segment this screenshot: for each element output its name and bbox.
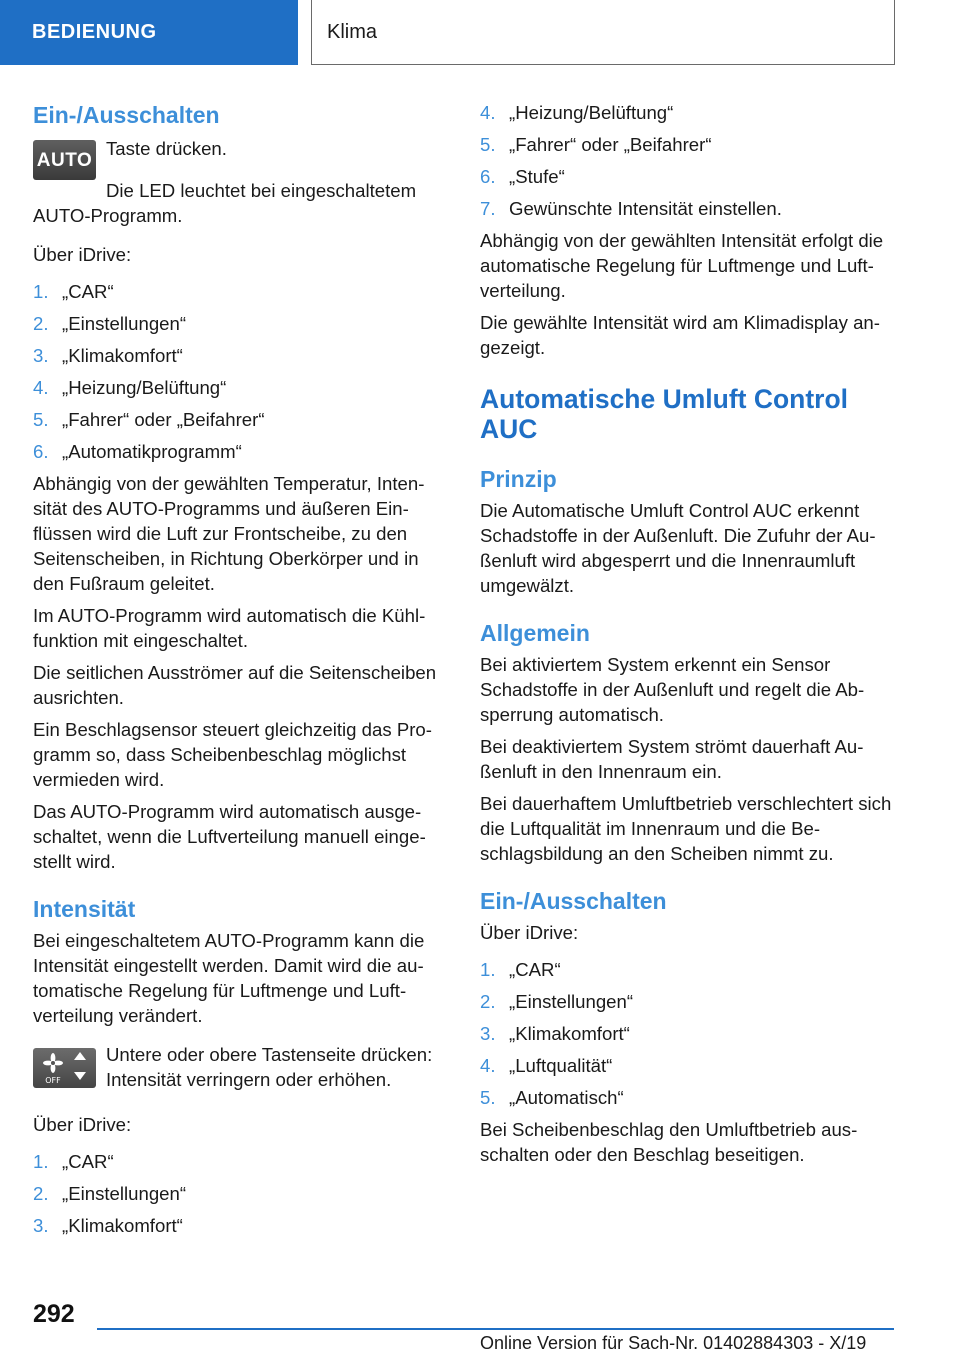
list-item	[33, 279, 447, 304]
list-item	[33, 1181, 447, 1206]
list-item-text: „Automatisch“	[509, 1087, 624, 1108]
auto-text-2: Die LED leuchtet bei eingeschaltetem AUTO-Programm.	[33, 180, 417, 226]
list-item-number: 1.	[33, 281, 49, 302]
list-item	[33, 439, 447, 464]
list-item-number: 5.	[33, 409, 49, 430]
list-item-number: 3.	[480, 1023, 496, 1044]
idrive-steps-3	[480, 957, 900, 1110]
list-item-number: 4.	[480, 102, 496, 123]
list-item-text: „Luftqualität“	[509, 1055, 613, 1076]
list-item	[480, 989, 900, 1014]
list-item-number: 4.	[480, 1055, 496, 1076]
list-item-number: 6.	[480, 166, 496, 187]
paragraph-cooling: Im AUTO-Programm wird automatisch die Kühlfunktion mit eingeschaltet.	[33, 605, 426, 651]
idrive-label-2: Über iDrive:	[33, 1114, 132, 1135]
footer-version: Online Version für Sach-Nr. 01402884303 - X/19	[480, 1333, 867, 1353]
list-item-text: „Stufe“	[509, 166, 565, 187]
heading-ein-ausschalten: Ein-/Ausschalten	[33, 102, 220, 128]
list-item	[480, 164, 900, 189]
chapter-title: Klima	[311, 0, 895, 65]
fan-up-down-icon	[33, 1048, 96, 1088]
idrive-label-3: Über iDrive:	[480, 922, 579, 943]
fan-button-row	[33, 1042, 447, 1092]
idrive-steps-2	[33, 1149, 447, 1238]
list-item-number: 1.	[480, 959, 496, 980]
list-item-text: „Automatikprogramm“	[62, 441, 242, 462]
list-item-number: 7.	[480, 198, 496, 219]
list-item-text: „Klimakomfort“	[62, 345, 183, 366]
list-item-number: 1.	[33, 1151, 49, 1172]
list-item-text: „CAR“	[62, 1151, 114, 1172]
list-item-text: „Einstellungen“	[62, 1183, 187, 1204]
list-item	[33, 343, 447, 368]
idrive-steps-1	[33, 279, 447, 464]
list-item-number: 2.	[33, 1183, 49, 1204]
list-item	[33, 311, 447, 336]
list-item	[33, 407, 447, 432]
paragraph-intensity: Bei eingeschaltetem AUTO-Programm kann die Intensität eingestellt werden. Damit wird die automatische Regelung für Luftmenge und Luftverteilung verändert.	[33, 930, 425, 1026]
svg-text:OFF: OFF	[45, 1076, 61, 1085]
list-item	[480, 196, 900, 221]
list-item-text: „Heizung/Belüftung“	[509, 102, 674, 123]
list-item-number: 3.	[33, 345, 49, 366]
paragraph-auto-off: Das AUTO-Programm wird automatisch ausgeschaltet, wenn die Luftverteilung manuell eingestellt wird.	[33, 801, 426, 872]
list-item-number: 2.	[480, 991, 496, 1012]
fan-instructions: Untere oder obere Tastenseite drücken: Intensität verringern oder erhöhen.	[106, 1044, 433, 1090]
heading-allgemein: Allgemein	[480, 620, 590, 646]
heading-auc-ein-ausschalten: Ein-/Ausschalten	[480, 888, 667, 914]
paragraph-fog-removal: Bei Scheibenbeschlag den Umluftbetrieb ausschalten oder den Beschlag beseitigen.	[480, 1119, 858, 1165]
list-item-number: 2.	[33, 313, 49, 334]
list-item-number: 5.	[480, 134, 496, 155]
section-tab: BEDIENUNG	[0, 0, 298, 65]
paragraph-allgemein-1: Bei aktiviertem System erkennt ein Sensor Schadstoffe in der Außenluft und regelt die Absperrung automatisch.	[480, 654, 865, 725]
list-item	[33, 375, 447, 400]
idrive-label-1: Über iDrive:	[33, 244, 132, 265]
heading-intensitaet: Intensität	[33, 896, 136, 922]
list-item-text: „CAR“	[62, 281, 114, 302]
list-item-text: „Einstellungen“	[62, 313, 187, 334]
list-item-number: 4.	[33, 377, 49, 398]
paragraph-temperature: Abhängig von der gewählten Temperatur, Intensität des AUTO-Programms und äußeren Einflüssen wird die Luft zur Frontscheibe, zu den Seitenscheiben, in Richtung Oberkörper und in den Fußraum geleitet.	[33, 473, 425, 594]
list-item-text: Gewünschte Intensität einstellen.	[509, 198, 782, 219]
list-item-number: 3.	[33, 1215, 49, 1236]
list-item-text: „Fahrer“ oder „Beifahrer“	[509, 134, 712, 155]
list-item-text: „Fahrer“ oder „Beifahrer“	[62, 409, 265, 430]
list-item	[480, 1053, 900, 1078]
list-item	[480, 957, 900, 982]
footer-rule	[97, 1328, 894, 1330]
paragraph-allgemein-3: Bei dauerhaftem Umluftbetrieb verschlechtert sich die Luftqualität im Innenraum und die Beschlagsbildung an den Scheiben nimmt zu.	[480, 793, 892, 864]
paragraph-prinzip: Die Automatische Umluft Control AUC erkennt Schadstoffe in der Außenluft. Die Zufuhr der Außenluft wird abgesperrt und die Innenraumluft umgewälzt.	[480, 500, 876, 596]
list-item	[480, 1021, 900, 1046]
idrive-steps-continued	[480, 100, 900, 221]
list-item	[33, 1149, 447, 1174]
paragraph-allgemein-2: Bei deaktiviertem System strömt dauerhaft Außenluft in den Innenraum ein.	[480, 736, 864, 782]
left-column	[33, 100, 447, 1245]
auto-button-row	[33, 134, 447, 180]
page-number: 292	[33, 1300, 75, 1328]
paragraph-display: Die gewählte Intensität wird am Klimadisplay angezeigt.	[480, 312, 880, 358]
list-item-text: „CAR“	[509, 959, 561, 980]
paragraph-fog-sensor: Ein Beschlagsensor steuert gleichzeitig das Programm so, dass Scheibenbeschlag möglichst vermieden wird.	[33, 719, 432, 790]
list-item	[480, 100, 900, 125]
list-item-text: „Klimakomfort“	[62, 1215, 183, 1236]
auto-button-icon: AUTO	[33, 140, 96, 180]
fan-intensity-button-icon	[33, 1048, 96, 1088]
auto-instructions	[106, 134, 227, 168]
heading-prinzip: Prinzip	[480, 466, 557, 492]
list-item-text: „Heizung/Belüftung“	[62, 377, 227, 398]
list-item	[480, 132, 900, 157]
right-column	[480, 100, 900, 1174]
paragraph-vents: Die seitlichen Ausströmer auf die Seitenscheiben ausrichten.	[33, 662, 437, 708]
list-item	[480, 1085, 900, 1110]
list-item-number: 6.	[33, 441, 49, 462]
heading-auc: Automatische Umluft Control AUC	[480, 384, 849, 444]
list-item-text: „Einstellungen“	[509, 991, 634, 1012]
paragraph-intensity-result: Abhängig von der gewählten Intensität erfolgt die automatische Regelung für Luftmenge und Luftverteilung.	[480, 230, 884, 301]
list-item	[33, 1213, 447, 1238]
auto-text-1: Taste drücken.	[106, 138, 227, 159]
list-item-number: 5.	[480, 1087, 496, 1108]
list-item-text: „Klimakomfort“	[509, 1023, 630, 1044]
